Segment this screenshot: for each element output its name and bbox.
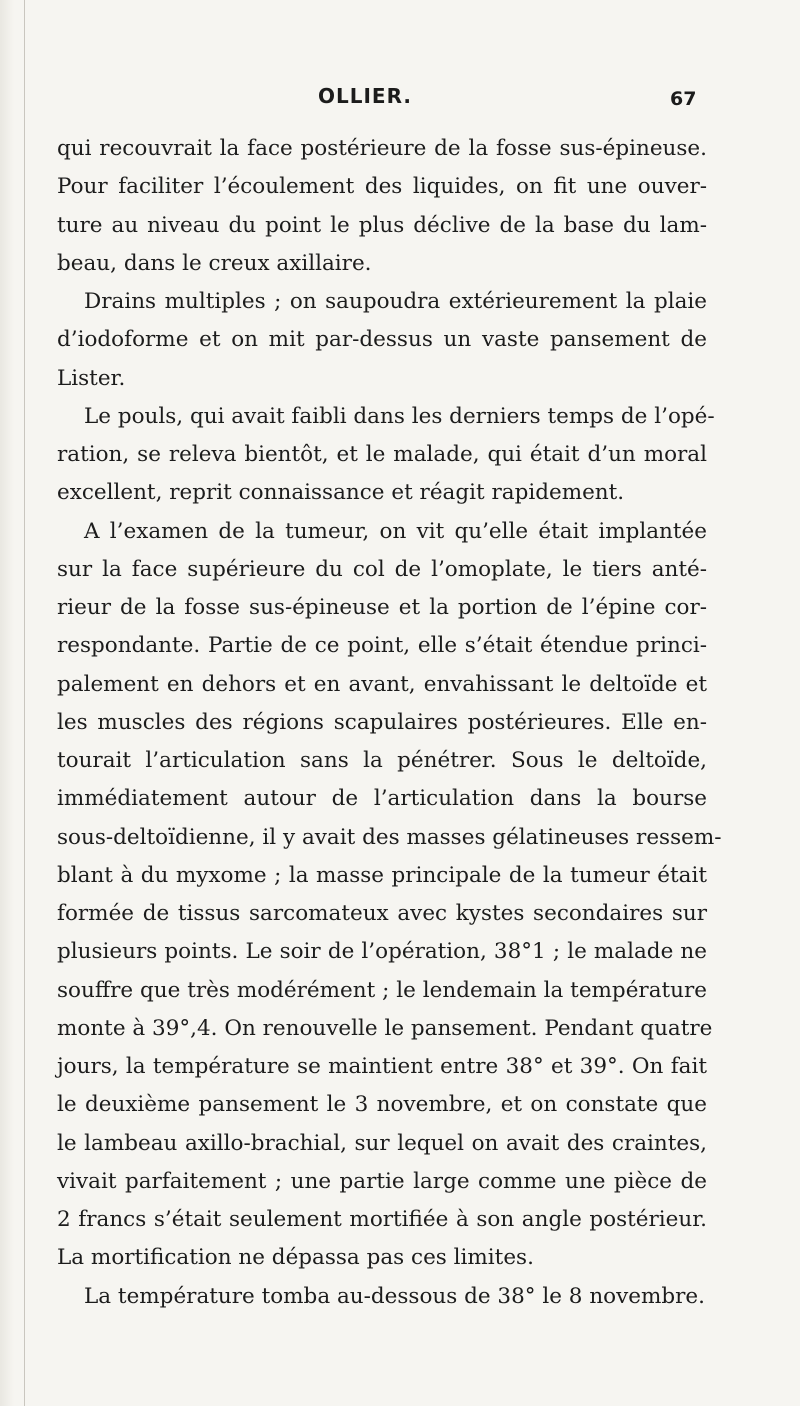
text-line: blant à du myxome ; la masse principale de la tumeur était [57, 862, 707, 888]
text-line: sous-deltoïdienne, il y avait des masses gélatineuses ressem- [57, 824, 722, 850]
text-line: La température tomba au-dessous de 38° le 8 novembre. [84, 1283, 705, 1309]
text-line: ration, se releva bientôt, et le malade, qui était d’un moral [57, 442, 707, 467]
text-line: rieur de la fosse sus-épineuse et la portion de l’épine cor- [57, 595, 707, 620]
running-head [0, 84, 800, 114]
text-line: les muscles des régions scapulaires postérieures. Elle en- [57, 709, 707, 735]
text-line: 2 francs s’était seulement mortifiée à son angle postérieur. [57, 1207, 707, 1232]
text-line: Drains multiples ; on saupoudra extérieurement la plaie [84, 289, 707, 314]
text-line: souffre que très modérément ; le lendemain la température [57, 977, 707, 1003]
text-line: beau, dans le creux axillaire. [57, 250, 372, 276]
running-head-title: OLLIER. [318, 84, 412, 108]
text-line: ture au niveau du point le plus déclive de la base du lam- [57, 212, 707, 238]
text-line: La mortification ne dépassa pas ces limites. [57, 1245, 534, 1271]
text-line: jours, la température se maintient entre 38° et 39°. On fait [57, 1054, 707, 1079]
text-line: Le pouls, qui avait faibli dans les derniers temps de l’opé- [84, 403, 715, 429]
text-line: le deuxième pansement le 3 novembre, et on constate que [57, 1092, 707, 1118]
text-line: vivait parfaitement ; une partie large comme une pièce de [57, 1168, 707, 1194]
body-text [57, 130, 722, 1316]
text-line: palement en dehors et en avant, envahissant le deltoïde et [57, 671, 707, 697]
text-line: A l’examen de la tumeur, on vit qu’elle était implantée [84, 518, 707, 544]
text-line: le lambeau axillo-brachial, sur lequel on avait des craintes, [57, 1130, 707, 1156]
text-line: tourait l’articulation sans la pénétrer. Sous le deltoïde, [57, 748, 707, 773]
text-line: immédiatement autour de l’articulation dans la bourse [57, 786, 707, 812]
text-line: formée de tissus sarcomateux avec kystes secondaires sur [57, 901, 707, 926]
text-line: Pour faciliter l’écoulement des liquides, on fit une ouver- [57, 174, 707, 200]
page-edge-shadow [0, 0, 14, 1406]
text-line: monte à 39°,4. On renouvelle le pansement. Pendant quatre [57, 1015, 713, 1041]
text-line: excellent, reprit connaissance et réagit rapidement. [57, 480, 625, 506]
text-line: plusieurs points. Le soir de l’opération, 38°1 ; le malade ne [57, 939, 707, 965]
text-line: d’iodoforme et on mit par-dessus un vaste pansement de [57, 327, 707, 353]
text-line: respondante. Partie de ce point, elle s’était étendue princi- [57, 633, 707, 659]
text-line: sur la face supérieure du col de l’omoplate, le tiers anté- [57, 556, 707, 582]
text-line: Lister. [57, 365, 126, 391]
text-line: qui recouvrait la face postérieure de la fosse sus-épineuse. [57, 136, 707, 161]
binding-margin-line [24, 0, 25, 1406]
page-number: 67 [670, 88, 697, 110]
